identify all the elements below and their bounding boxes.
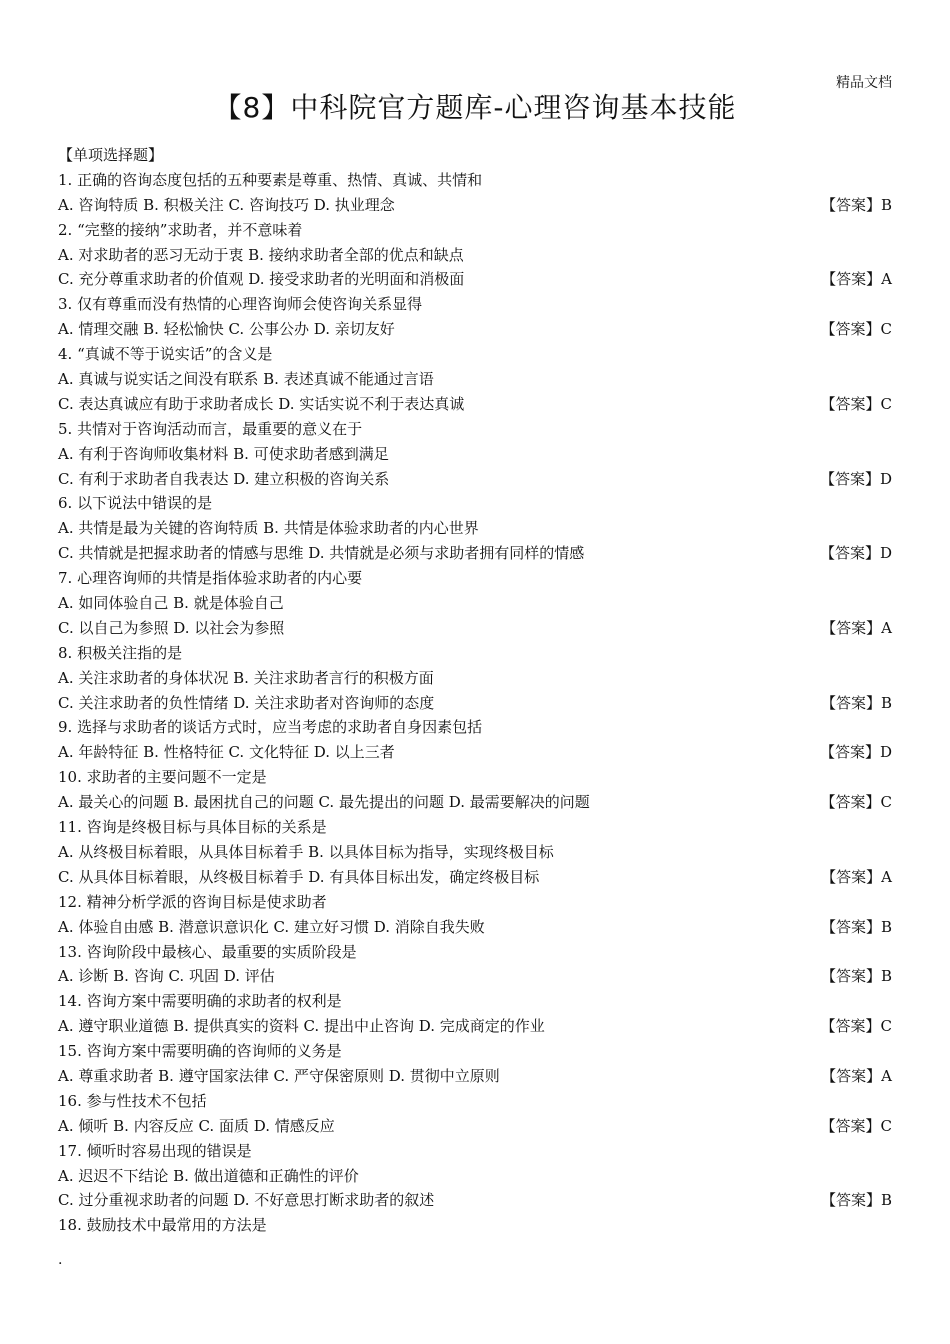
question-list [58, 143, 892, 1238]
question-line [58, 865, 892, 890]
footer-mark: . [58, 1252, 63, 1268]
line-text: A. 对求助者的恶习无动于衷 B. 接纳求助者全部的优点和缺点 [58, 245, 464, 264]
question-line [58, 243, 892, 268]
line-text: C. 以自己为参照 D. 以社会为参照 [58, 618, 285, 637]
answer-label: 【答案】D [819, 544, 892, 563]
question-line [58, 168, 892, 193]
question-line [58, 989, 892, 1014]
line-text: C. 表达真诚应有助于求助者成长 D. 实话实说不利于表达真诚 [58, 394, 465, 413]
question-line [58, 392, 892, 417]
question-line [58, 691, 892, 716]
question-line [58, 1014, 892, 1039]
question-line [58, 467, 892, 492]
line-text: 4. “真诚不等于说实话”的含义是 [58, 345, 273, 364]
watermark-text: 精品文档 [836, 75, 892, 91]
line-text: C. 有利于求助者自我表达 D. 建立积极的咨询关系 [58, 469, 390, 488]
question-line [58, 516, 892, 541]
question-line [58, 964, 892, 989]
answer-label: 【答案】C [820, 793, 892, 812]
answer-label: 【答案】A [821, 618, 892, 637]
question-line [58, 1039, 892, 1064]
line-text: C. 共情就是把握求助者的情感与思维 D. 共情就是必须与求助者拥有同样的情感 [58, 544, 585, 563]
line-text: C. 从具体目标着眼，从终极目标着手 D. 有具体目标出发，确定终极目标 [58, 867, 540, 886]
line-text: 17. 倾听时容易出现的错误是 [58, 1141, 252, 1160]
answer-label: 【答案】A [821, 270, 892, 289]
question-line [58, 666, 892, 691]
answer-label: 【答案】D [819, 743, 892, 762]
line-text: 1. 正确的咨询态度包括的五种要素是尊重、热情、真诚、共情和 [58, 170, 483, 189]
answer-label: 【答案】A [821, 1066, 892, 1085]
question-line [58, 915, 892, 940]
answer-label: 【答案】D [819, 469, 892, 488]
question-line [58, 342, 892, 367]
answer-label: 【答案】C [820, 394, 892, 413]
question-line [58, 566, 892, 591]
question-line [58, 541, 892, 566]
answer-label: 【答案】C [820, 320, 892, 339]
question-line [58, 1188, 892, 1213]
line-text: 13. 咨询阶段中最核心、最重要的实质阶段是 [58, 942, 357, 961]
question-line [58, 1213, 892, 1238]
answer-label: 【答案】B [820, 693, 892, 712]
answer-label: 【答案】B [820, 195, 892, 214]
answer-label: 【答案】A [821, 867, 892, 886]
page-title: 【8】中科院官方题库-心理咨询基本技能 [213, 91, 737, 124]
line-text: 14. 咨询方案中需要明确的求助者的权利是 [58, 992, 342, 1011]
question-line [58, 491, 892, 516]
line-text: A. 有利于咨询师收集材料 B. 可使求助者感到满足 [58, 444, 389, 463]
line-text: C. 关注求助者的负性情绪 D. 关注求助者对咨询师的态度 [58, 693, 435, 712]
line-text: 3. 仅有尊重而没有热情的心理咨询师会使咨询关系显得 [58, 295, 423, 314]
line-text: 12. 精神分析学派的咨询目标是使求助者 [58, 892, 327, 911]
line-text: A. 关注求助者的身体状况 B. 关注求助者言行的积极方面 [58, 668, 434, 687]
section-heading: 【单项选择题】 [58, 146, 164, 164]
line-text: 8. 积极关注指的是 [58, 643, 183, 662]
question-line [58, 417, 892, 442]
question-line [58, 840, 892, 865]
question-line [58, 940, 892, 965]
line-text: 10. 求助者的主要问题不一定是 [58, 768, 267, 787]
line-text: 9. 选择与求助者的谈话方式时，应当考虑的求助者自身因素包括 [58, 718, 483, 737]
line-text: A. 遵守职业道德 B. 提供真实的资料 C. 提出中止咨询 D. 完成商定的作业 [58, 1017, 545, 1036]
question-line [58, 1164, 892, 1189]
question-line [58, 1089, 892, 1114]
question-line [58, 715, 892, 740]
line-text: A. 真诚与说实话之间没有联系 B. 表述真诚不能通过言语 [58, 370, 434, 389]
question-line [58, 815, 892, 840]
question-line [58, 591, 892, 616]
question-line [58, 740, 892, 765]
line-text: A. 情理交融 B. 轻松愉快 C. 公事公办 D. 亲切友好 [58, 320, 395, 339]
question-line [58, 890, 892, 915]
question-line [58, 1139, 892, 1164]
line-text: 11. 咨询是终极目标与具体目标的关系是 [58, 818, 327, 837]
question-line [58, 1114, 892, 1139]
question-lines [58, 168, 892, 1238]
line-text: 15. 咨询方案中需要明确的咨询师的义务是 [58, 1042, 342, 1061]
question-line [58, 317, 892, 342]
line-text: A. 最关心的问题 B. 最困扰自己的问题 C. 最先提出的问题 D. 最需要解决的问题 [58, 793, 590, 812]
question-line [58, 367, 892, 392]
question-line [58, 193, 892, 218]
line-text: A. 尊重求助者 B. 遵守国家法律 C. 严守保密原则 D. 贯彻中立原则 [58, 1066, 500, 1085]
question-line [58, 292, 892, 317]
line-text: 2. “完整的接纳”求助者，并不意味着 [58, 220, 303, 239]
line-text: A. 共情是最为关键的咨询特质 B. 共情是体验求助者的内心世界 [58, 519, 479, 538]
question-line [58, 1064, 892, 1089]
line-text: A. 体验自由感 B. 潜意识意识化 C. 建立好习惯 D. 消除自我失败 [58, 917, 485, 936]
line-text: 16. 参与性技术不包括 [58, 1091, 207, 1110]
question-line [58, 641, 892, 666]
answer-label: 【答案】B [820, 967, 892, 986]
line-text: 5. 共情对于咨询活动而言，最重要的意义在于 [58, 419, 363, 438]
answer-label: 【答案】C [820, 1116, 892, 1135]
line-text: 7. 心理咨询师的共情是指体验求助者的内心要 [58, 569, 363, 588]
line-text: A. 如同体验自己 B. 就是体验自己 [58, 594, 284, 613]
line-text: C. 过分重视求助者的问题 D. 不好意思打断求助者的叙述 [58, 1191, 435, 1210]
question-line [58, 790, 892, 815]
question-line [58, 218, 892, 243]
answer-label: 【答案】B [820, 917, 892, 936]
line-text: A. 迟迟不下结论 B. 做出道德和正确性的评价 [58, 1166, 359, 1185]
question-line [58, 267, 892, 292]
line-text: A. 从终极目标着眼，从具体目标着手 B. 以具体目标为指导，实现终极目标 [58, 842, 554, 861]
line-text: 18. 鼓励技术中最常用的方法是 [58, 1216, 267, 1235]
question-line [58, 765, 892, 790]
question-line [58, 442, 892, 467]
line-text: C. 充分尊重求助者的价值观 D. 接受求助者的光明面和消极面 [58, 270, 465, 289]
answer-label: 【答案】B [820, 1191, 892, 1210]
answer-label: 【答案】C [820, 1017, 892, 1036]
line-text: 6. 以下说法中错误的是 [58, 494, 213, 513]
line-text: A. 咨询特质 B. 积极关注 C. 咨询技巧 D. 执业理念 [58, 195, 395, 214]
line-text: A. 诊断 B. 咨询 C. 巩固 D. 评估 [58, 967, 275, 986]
line-text: A. 倾听 B. 内容反应 C. 面质 D. 情感反应 [58, 1116, 335, 1135]
line-text: A. 年龄特征 B. 性格特征 C. 文化特征 D. 以上三者 [58, 743, 395, 762]
question-line [58, 616, 892, 641]
